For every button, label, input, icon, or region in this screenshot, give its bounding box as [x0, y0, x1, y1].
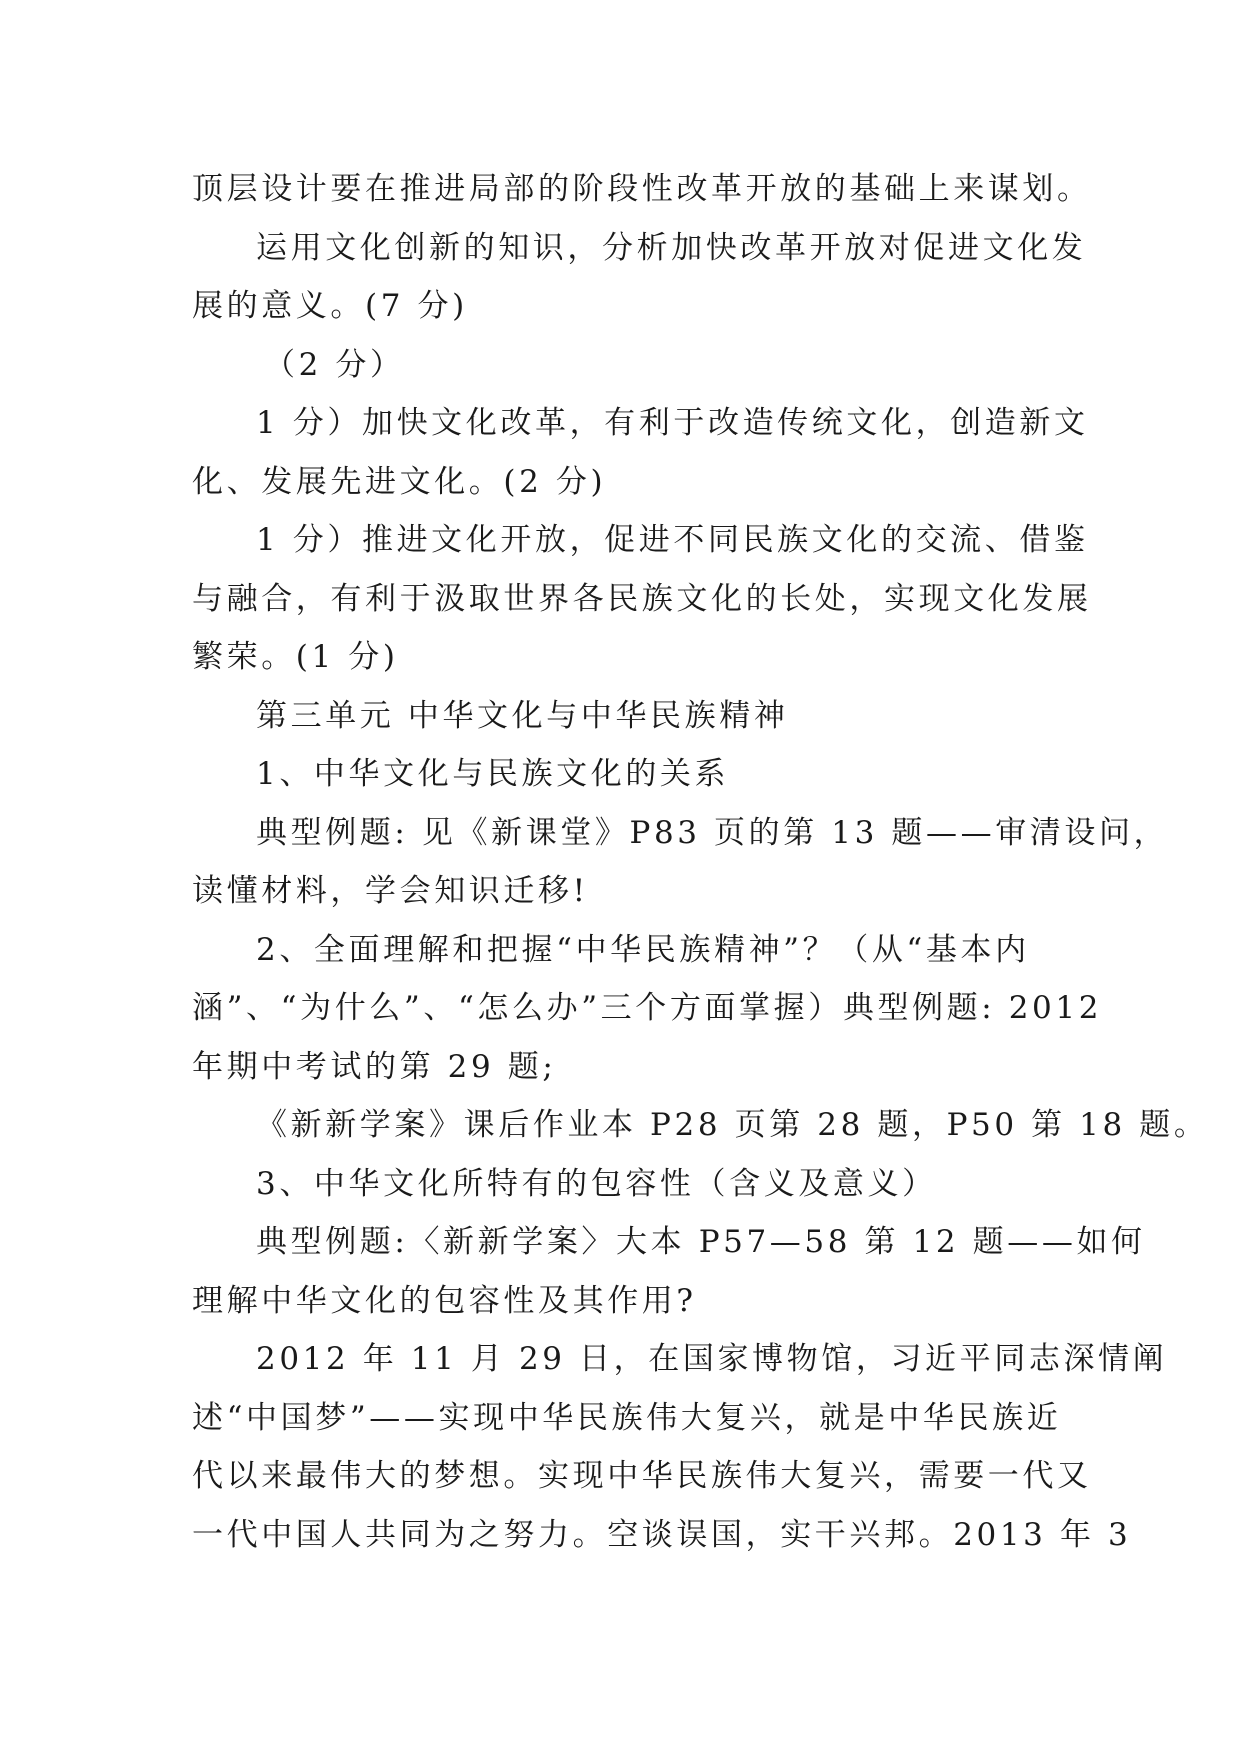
text-line: 《新新学案》课后作业本 P28 页第 28 题，P50 第 18 题。	[256, 1107, 1209, 1143]
text-line: 代以来最伟大的梦想。实现中华民族伟大复兴，需要一代又	[192, 1458, 1092, 1494]
text-line: 述“中国梦”——实现中华民族伟大复兴，就是中华民族近	[192, 1399, 1062, 1436]
text-line: 1 分）加快文化改革，有利于改造传统文化，创造新文	[256, 405, 1089, 441]
text-line: （2 分）	[264, 346, 405, 383]
text-line: 理解中华文化的包容性及其作用?	[192, 1282, 697, 1319]
text-line: 顶层设计要在推进局部的阶段性改革开放的基础上来谋划。	[192, 171, 1092, 207]
text-line: 化、发展先进文化。(2 分)	[192, 463, 607, 500]
text-line: 年期中考试的第 29 题;	[192, 1048, 557, 1085]
text-line: 一代中国人共同为之努力。空谈误国，实干兴邦。2013 年 3	[192, 1516, 1132, 1553]
text-line: 第三单元 中华文化与中华民族精神	[256, 697, 789, 734]
text-line: 运用文化创新的知识，分析加快改革开放对促进文化发	[256, 229, 1087, 266]
document-body	[192, 160, 1209, 1564]
text-line: 3、中华文化所特有的包容性（含义及意义）	[256, 1165, 937, 1202]
text-line: 1、中华文化与民族文化的关系	[256, 756, 730, 792]
text-line: 典型例题:〈新新学案〉大本 P57—58 第 12 题——如何	[256, 1224, 1146, 1260]
text-line: 典型例题: 见《新课堂》P83 页的第 13 题——审清设问，	[256, 814, 1169, 851]
text-line: 展的意义。(7 分)	[192, 288, 468, 324]
text-line: 繁荣。(1 分)	[192, 639, 399, 675]
text-line: 1 分）推进文化开放，促进不同民族文化的交流、借鉴	[256, 522, 1089, 558]
text-line: 涵”、“为什么”、“怎么办”三个方面掌握）典型例题: 2012	[192, 990, 1103, 1026]
text-line: 读懂材料，学会知识迁移!	[192, 873, 589, 909]
text-line: 2012 年 11 月 29 日，在国家博物馆，习近平同志深情阐	[256, 1341, 1168, 1377]
text-line: 2、全面理解和把握“中华民族精神”？（从“基本内	[256, 931, 1030, 968]
text-line: 与融合，有利于汲取世界各民族文化的长处，实现文化发展	[192, 580, 1092, 617]
